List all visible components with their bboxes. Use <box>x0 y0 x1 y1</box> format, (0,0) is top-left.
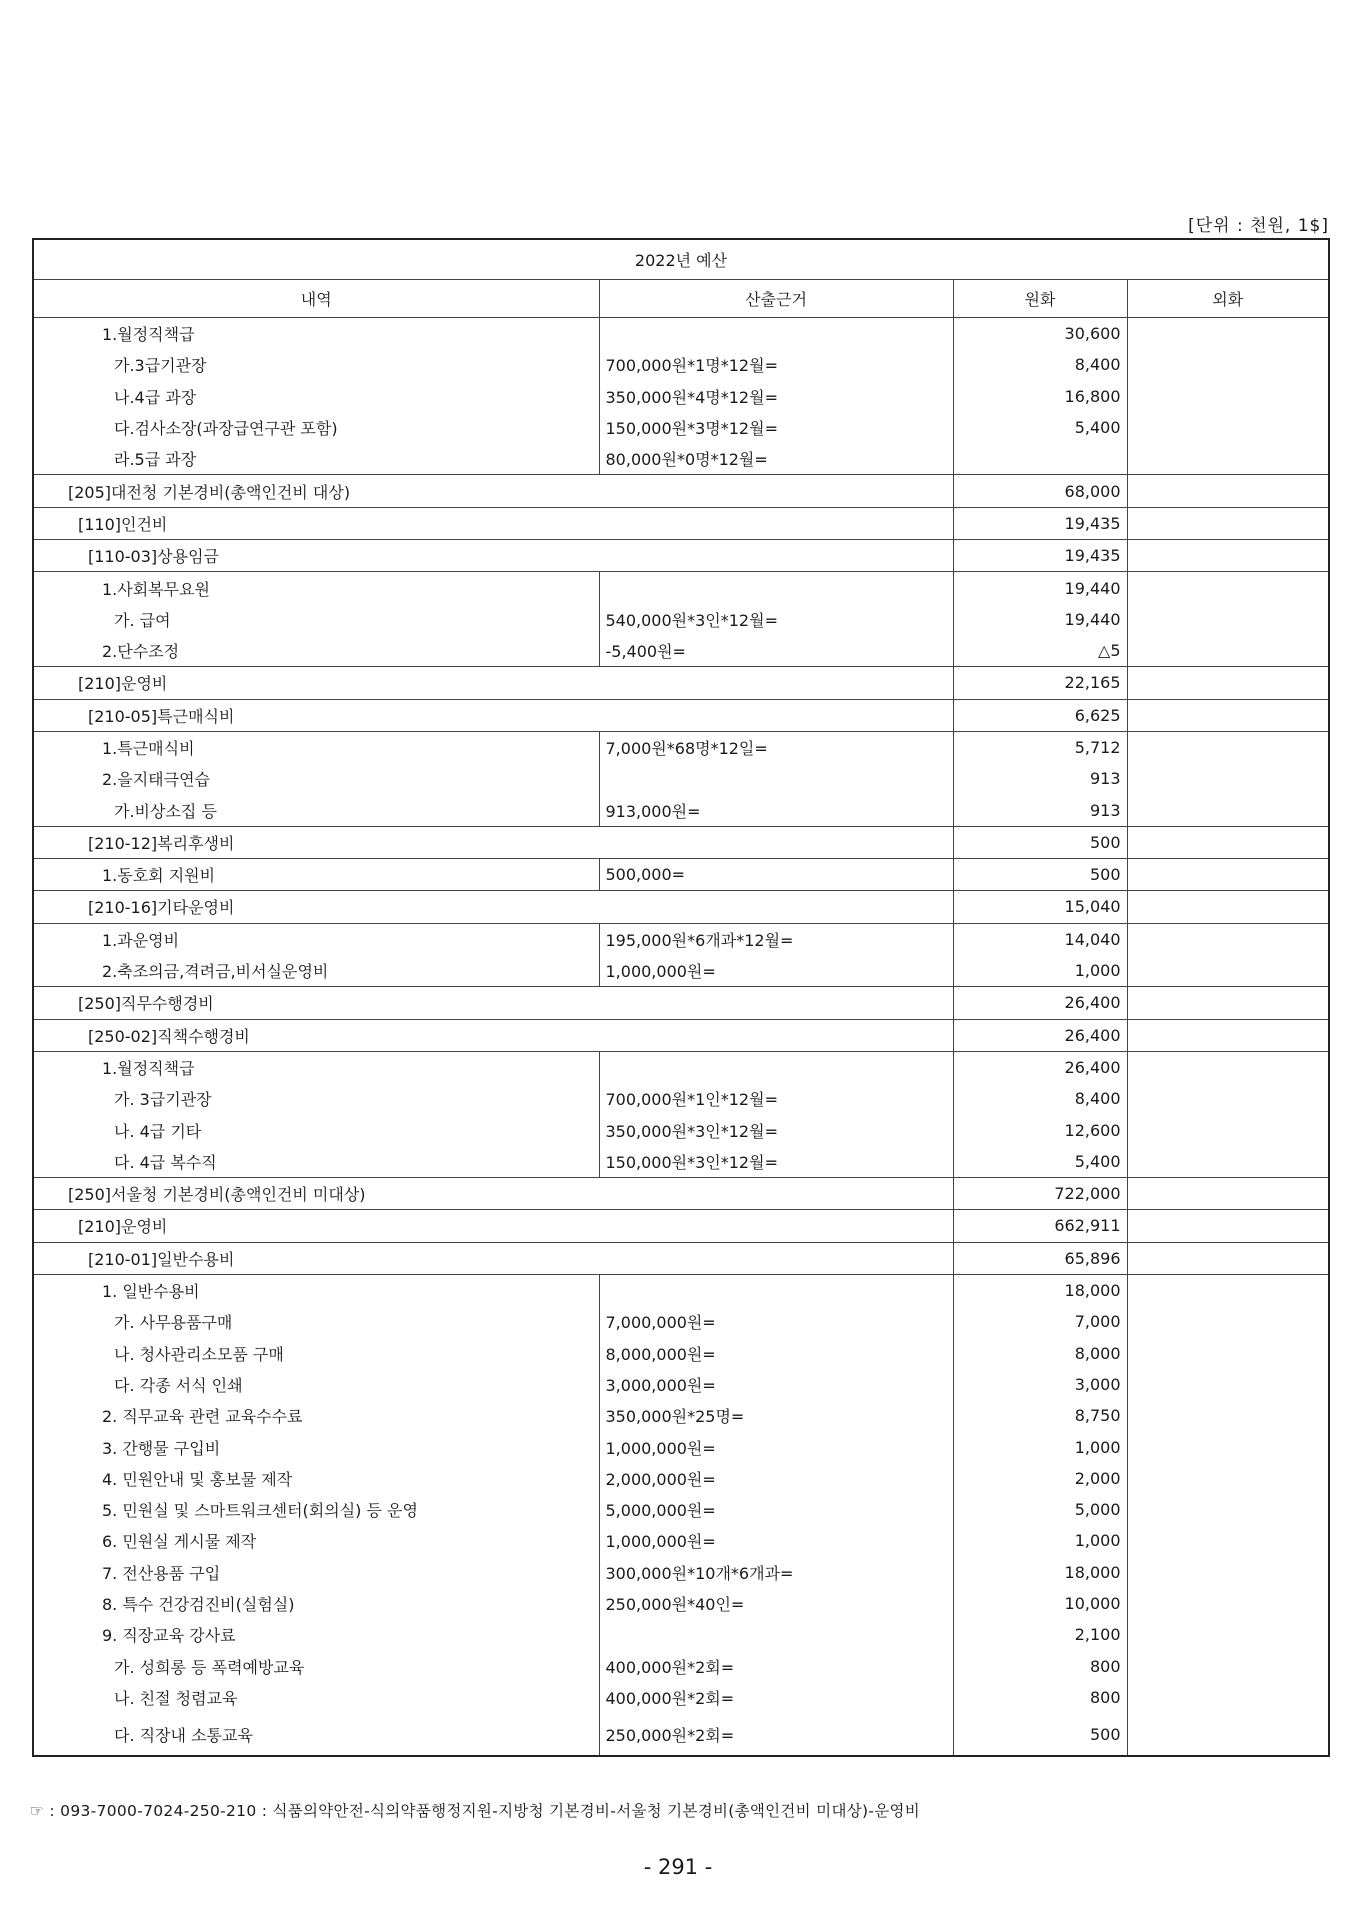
krw-cell: 8,400 <box>953 1083 1127 1114</box>
table-row <box>33 987 1329 1019</box>
table-row <box>33 891 1329 923</box>
krw-cell: 2,100 <box>953 1619 1127 1650</box>
item-cell: 2.축조의금,격려금,비서실운영비 <box>33 955 599 987</box>
table-row <box>33 1650 1329 1681</box>
table-row <box>33 1463 1329 1494</box>
item-cell: 3. 간행물 구입비 <box>33 1431 599 1462</box>
foreign-cell <box>1127 1274 1329 1306</box>
foreign-cell <box>1127 1713 1329 1756</box>
krw-cell: 18,000 <box>953 1557 1127 1588</box>
budget-table <box>32 238 1330 1757</box>
row-group <box>33 731 1329 826</box>
row-group <box>33 667 1329 699</box>
krw-cell: 662,911 <box>953 1210 1127 1242</box>
row-group <box>33 1019 1329 1051</box>
table-row <box>33 1369 1329 1400</box>
item-cell: 가.3급기관장 <box>33 349 599 380</box>
foreign-cell <box>1127 1494 1329 1525</box>
table-row <box>33 507 1329 539</box>
basis-cell: -5,400원= <box>599 635 953 667</box>
table-row <box>33 1494 1329 1525</box>
foreign-cell <box>1127 1431 1329 1462</box>
item-cell: 2.을지태극연습 <box>33 763 599 794</box>
foreign-cell <box>1127 1114 1329 1145</box>
basis-cell: 350,000원*25명= <box>599 1400 953 1431</box>
basis-cell <box>599 1619 953 1650</box>
foreign-cell <box>1127 540 1329 572</box>
table-row <box>33 412 1329 443</box>
item-cell: 8. 특수 건강검진비(실험실) <box>33 1588 599 1619</box>
item-cell: 1.특근매식비 <box>33 731 599 763</box>
foreign-cell <box>1127 412 1329 443</box>
item-cell: 다. 각종 서식 인쇄 <box>33 1369 599 1400</box>
basis-cell: 250,000원*40인= <box>599 1588 953 1619</box>
krw-cell: 26,400 <box>953 1051 1127 1083</box>
table-row <box>33 572 1329 604</box>
foreign-cell <box>1127 349 1329 380</box>
basis-cell <box>599 763 953 794</box>
table-row <box>33 1210 1329 1242</box>
table-row <box>33 349 1329 380</box>
krw-cell <box>953 443 1127 475</box>
krw-cell: 19,435 <box>953 540 1127 572</box>
basis-cell: 400,000원*2회= <box>599 1650 953 1681</box>
table-row <box>33 1306 1329 1337</box>
krw-cell: 12,600 <box>953 1114 1127 1145</box>
item-cell: [250]서울청 기본경비(총액인건비 미대상) <box>33 1178 953 1210</box>
table-row <box>33 1338 1329 1369</box>
item-cell: 가. 사무용품구매 <box>33 1306 599 1337</box>
item-cell: 나.4급 과장 <box>33 381 599 412</box>
basis-cell: 5,000,000원= <box>599 1494 953 1525</box>
item-cell: 1.월정직책급 <box>33 318 599 350</box>
item-cell: 다. 직장내 소통교육 <box>33 1713 599 1756</box>
table-row <box>33 923 1329 955</box>
krw-cell: 14,040 <box>953 923 1127 955</box>
item-cell: [210-05]특근매식비 <box>33 699 953 731</box>
item-cell: 다. 4급 복수직 <box>33 1146 599 1178</box>
basis-cell: 250,000원*2회= <box>599 1713 953 1756</box>
basis-cell: 7,000,000원= <box>599 1306 953 1337</box>
krw-cell: 6,625 <box>953 699 1127 731</box>
basis-cell: 1,000,000원= <box>599 1431 953 1462</box>
table-row <box>33 731 1329 763</box>
row-group <box>33 1210 1329 1242</box>
table-row <box>33 763 1329 794</box>
foreign-cell <box>1127 826 1329 858</box>
krw-cell: 15,040 <box>953 891 1127 923</box>
foreign-cell <box>1127 1525 1329 1556</box>
basis-cell: 400,000원*2회= <box>599 1682 953 1713</box>
footer-note: ☞ : 093-7000-7024-250-210 : 식품의약안전-식의약품행정지원-지방청 기본경비-서울청 기본경비(총액인건비 미대상)-운영비 <box>30 1802 921 1820</box>
item-cell: 1.월정직책급 <box>33 1051 599 1083</box>
krw-cell: 7,000 <box>953 1306 1127 1337</box>
krw-cell: 2,000 <box>953 1463 1127 1494</box>
item-cell: 7. 전산용품 구입 <box>33 1557 599 1588</box>
item-cell: 2.단수조정 <box>33 635 599 667</box>
foreign-cell <box>1127 381 1329 412</box>
table-row <box>33 604 1329 635</box>
foreign-cell <box>1127 763 1329 794</box>
basis-cell: 8,000,000원= <box>599 1338 953 1369</box>
krw-cell: 500 <box>953 1713 1127 1756</box>
foreign-cell <box>1127 731 1329 763</box>
table-row <box>33 1588 1329 1619</box>
item-cell: 1. 일반수용비 <box>33 1274 599 1306</box>
krw-cell: 65,896 <box>953 1242 1127 1274</box>
item-cell: 4. 민원안내 및 홍보물 제작 <box>33 1463 599 1494</box>
table-row <box>33 1619 1329 1650</box>
foreign-cell <box>1127 699 1329 731</box>
foreign-cell <box>1127 794 1329 826</box>
table-row <box>33 859 1329 891</box>
item-cell: 5. 민원실 및 스마트워크센터(회의실) 등 운영 <box>33 1494 599 1525</box>
foreign-cell <box>1127 859 1329 891</box>
row-group <box>33 318 1329 475</box>
item-cell: [250]직무수행경비 <box>33 987 953 1019</box>
table-row <box>33 635 1329 667</box>
item-cell: [210-12]복리후생비 <box>33 826 953 858</box>
basis-cell <box>599 1051 953 1083</box>
table-row <box>33 826 1329 858</box>
item-cell: 6. 민원실 게시물 제작 <box>33 1525 599 1556</box>
table-row <box>33 1146 1329 1178</box>
foreign-cell <box>1127 1557 1329 1588</box>
krw-cell: 19,435 <box>953 507 1127 539</box>
table-header <box>33 239 1329 318</box>
row-group <box>33 540 1329 572</box>
table-row <box>33 794 1329 826</box>
item-cell: 가. 3급기관장 <box>33 1083 599 1114</box>
basis-cell: 350,000원*4명*12월= <box>599 381 953 412</box>
table-row <box>33 1682 1329 1713</box>
foreign-cell <box>1127 667 1329 699</box>
krw-cell: 8,000 <box>953 1338 1127 1369</box>
krw-cell: 10,000 <box>953 1588 1127 1619</box>
table-row <box>33 1525 1329 1556</box>
item-cell: [205]대전청 기본경비(총액인건비 대상) <box>33 475 953 507</box>
krw-cell: 913 <box>953 763 1127 794</box>
foreign-cell <box>1127 1463 1329 1494</box>
item-cell: [210]운영비 <box>33 667 953 699</box>
foreign-cell <box>1127 1083 1329 1114</box>
item-cell: [110]인건비 <box>33 507 953 539</box>
table-row <box>33 1400 1329 1431</box>
table-row <box>33 475 1329 507</box>
krw-cell: 19,440 <box>953 572 1127 604</box>
table-row <box>33 699 1329 731</box>
column-header-basis: 산출근거 <box>599 280 953 318</box>
row-group <box>33 572 1329 667</box>
krw-cell: 1,000 <box>953 1431 1127 1462</box>
item-cell: [250-02]직책수행경비 <box>33 1019 953 1051</box>
table-row <box>33 667 1329 699</box>
page-number: - 291 - <box>643 1855 713 1879</box>
basis-cell: 7,000원*68명*12일= <box>599 731 953 763</box>
basis-cell: 700,000원*1명*12월= <box>599 349 953 380</box>
row-group <box>33 859 1329 891</box>
unit-note: [단위 : 천원, 1$] <box>1188 216 1329 236</box>
krw-cell: 500 <box>953 826 1127 858</box>
basis-cell <box>599 318 953 350</box>
basis-cell: 300,000원*10개*6개과= <box>599 1557 953 1588</box>
krw-cell: 8,750 <box>953 1400 1127 1431</box>
krw-cell: 5,000 <box>953 1494 1127 1525</box>
table-row <box>33 1242 1329 1274</box>
foreign-cell <box>1127 1369 1329 1400</box>
basis-cell: 1,000,000원= <box>599 1525 953 1556</box>
basis-cell: 80,000원*0명*12월= <box>599 443 953 475</box>
basis-cell: 540,000원*3인*12월= <box>599 604 953 635</box>
basis-cell: 150,000원*3명*12월= <box>599 412 953 443</box>
krw-cell: 3,000 <box>953 1369 1127 1400</box>
krw-cell: 19,440 <box>953 604 1127 635</box>
basis-cell <box>599 1274 953 1306</box>
item-cell: 9. 직장교육 강사료 <box>33 1619 599 1650</box>
table-title: 2022년 예산 <box>33 239 1329 280</box>
row-group <box>33 891 1329 923</box>
table-row <box>33 1083 1329 1114</box>
krw-cell: 5,712 <box>953 731 1127 763</box>
item-cell: [110-03]상용임금 <box>33 540 953 572</box>
item-cell: 1.동호회 지원비 <box>33 859 599 891</box>
row-group <box>33 1178 1329 1210</box>
krw-cell: 5,400 <box>953 412 1127 443</box>
table-row <box>33 1431 1329 1462</box>
item-cell: 2. 직무교육 관련 교육수수료 <box>33 1400 599 1431</box>
item-cell: 가.비상소집 등 <box>33 794 599 826</box>
basis-cell: 1,000,000원= <box>599 955 953 987</box>
foreign-cell <box>1127 1588 1329 1619</box>
table-row <box>33 1051 1329 1083</box>
item-cell: 1.사회복무요원 <box>33 572 599 604</box>
krw-cell: 22,165 <box>953 667 1127 699</box>
foreign-cell <box>1127 1682 1329 1713</box>
item-cell: 1.과운영비 <box>33 923 599 955</box>
basis-cell: 700,000원*1인*12월= <box>599 1083 953 1114</box>
krw-cell: 5,400 <box>953 1146 1127 1178</box>
column-header-foreign: 외화 <box>1127 280 1329 318</box>
foreign-cell <box>1127 507 1329 539</box>
table-row <box>33 443 1329 475</box>
item-cell: 나. 4급 기타 <box>33 1114 599 1145</box>
krw-cell: 26,400 <box>953 1019 1127 1051</box>
item-cell: 가. 성희롱 등 폭력예방교육 <box>33 1650 599 1681</box>
foreign-cell <box>1127 1019 1329 1051</box>
table-row <box>33 381 1329 412</box>
foreign-cell <box>1127 1400 1329 1431</box>
foreign-cell <box>1127 1338 1329 1369</box>
foreign-cell <box>1127 923 1329 955</box>
column-header-krw: 원화 <box>953 280 1127 318</box>
foreign-cell <box>1127 1306 1329 1337</box>
krw-cell: 8,400 <box>953 349 1127 380</box>
foreign-cell <box>1127 635 1329 667</box>
basis-cell: 195,000원*6개과*12월= <box>599 923 953 955</box>
foreign-cell <box>1127 443 1329 475</box>
krw-cell: 1,000 <box>953 1525 1127 1556</box>
krw-cell: △5 <box>953 635 1127 667</box>
table-row <box>33 1274 1329 1306</box>
row-group <box>33 826 1329 858</box>
foreign-cell <box>1127 572 1329 604</box>
item-cell: [210-01]일반수용비 <box>33 1242 953 1274</box>
row-group <box>33 475 1329 507</box>
krw-cell: 913 <box>953 794 1127 826</box>
item-cell: 다.검사소장(과장급연구관 포함) <box>33 412 599 443</box>
item-cell: [210-16]기타운영비 <box>33 891 953 923</box>
foreign-cell <box>1127 987 1329 1019</box>
row-group <box>33 507 1329 539</box>
foreign-cell <box>1127 1242 1329 1274</box>
krw-cell: 800 <box>953 1682 1127 1713</box>
table-row <box>33 1713 1329 1756</box>
foreign-cell <box>1127 604 1329 635</box>
table-row <box>33 1019 1329 1051</box>
table-row <box>33 540 1329 572</box>
krw-cell: 68,000 <box>953 475 1127 507</box>
item-cell: [210]운영비 <box>33 1210 953 1242</box>
table-row <box>33 1557 1329 1588</box>
foreign-cell <box>1127 1210 1329 1242</box>
krw-cell: 26,400 <box>953 987 1127 1019</box>
basis-cell: 2,000,000원= <box>599 1463 953 1494</box>
krw-cell: 500 <box>953 859 1127 891</box>
row-group <box>33 1274 1329 1756</box>
column-header-item: 내역 <box>33 280 599 318</box>
foreign-cell <box>1127 891 1329 923</box>
row-group <box>33 1242 1329 1274</box>
basis-cell: 3,000,000원= <box>599 1369 953 1400</box>
row-group <box>33 1051 1329 1177</box>
foreign-cell <box>1127 1650 1329 1681</box>
row-group <box>33 987 1329 1019</box>
item-cell: 가. 급여 <box>33 604 599 635</box>
item-cell: 나. 친절 청렴교육 <box>33 1682 599 1713</box>
krw-cell: 18,000 <box>953 1274 1127 1306</box>
krw-cell: 800 <box>953 1650 1127 1681</box>
foreign-cell <box>1127 1178 1329 1210</box>
basis-cell: 913,000원= <box>599 794 953 826</box>
krw-cell: 16,800 <box>953 381 1127 412</box>
item-cell: 라.5급 과장 <box>33 443 599 475</box>
basis-cell: 150,000원*3인*12월= <box>599 1146 953 1178</box>
basis-cell: 350,000원*3인*12월= <box>599 1114 953 1145</box>
foreign-cell <box>1127 1051 1329 1083</box>
row-group <box>33 923 1329 987</box>
row-group <box>33 699 1329 731</box>
table-row <box>33 1114 1329 1145</box>
krw-cell: 722,000 <box>953 1178 1127 1210</box>
item-cell: 나. 청사관리소모품 구매 <box>33 1338 599 1369</box>
krw-cell: 30,600 <box>953 318 1127 350</box>
krw-cell: 1,000 <box>953 955 1127 987</box>
table-row <box>33 1178 1329 1210</box>
foreign-cell <box>1127 475 1329 507</box>
basis-cell <box>599 572 953 604</box>
table-row <box>33 318 1329 350</box>
foreign-cell <box>1127 1146 1329 1178</box>
basis-cell: 500,000= <box>599 859 953 891</box>
table-row <box>33 955 1329 987</box>
foreign-cell <box>1127 955 1329 987</box>
foreign-cell <box>1127 318 1329 350</box>
foreign-cell <box>1127 1619 1329 1650</box>
